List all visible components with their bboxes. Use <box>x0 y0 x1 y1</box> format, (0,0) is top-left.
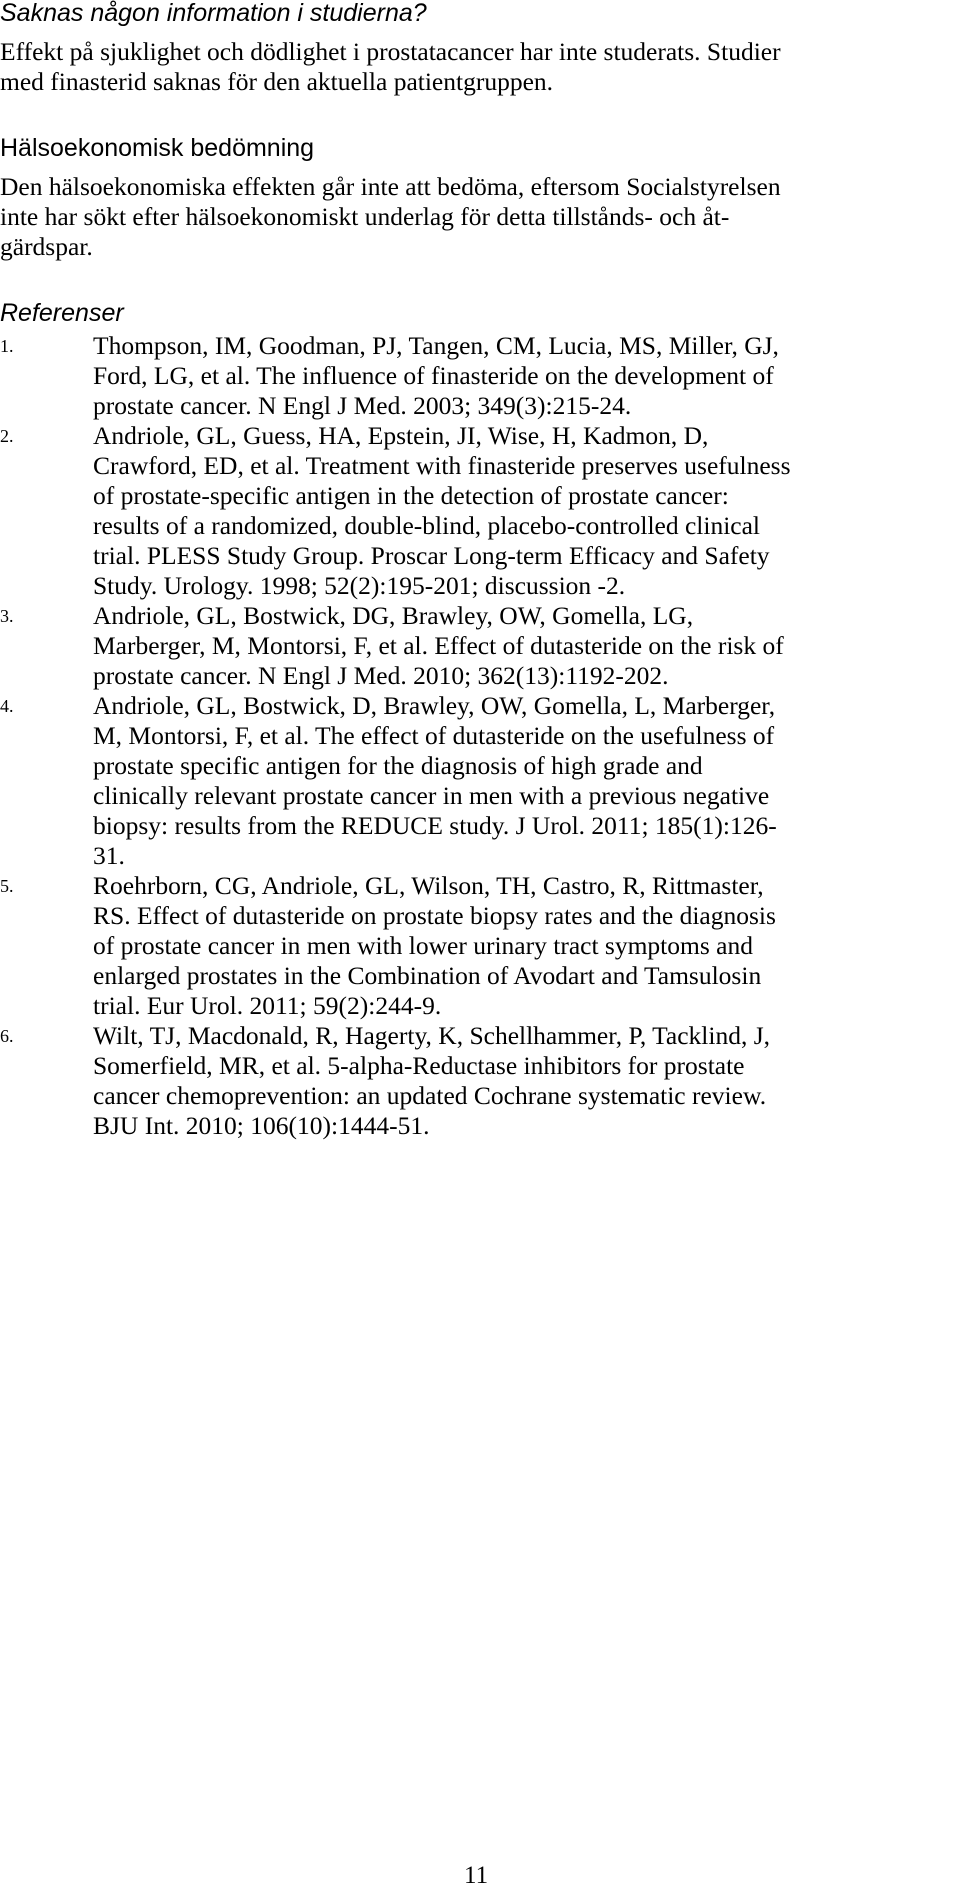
page-number: 11 <box>464 1862 489 1889</box>
reference-text-line: enlarged prostates in the Combination of Avodart and Tamsulosin <box>93 961 762 990</box>
reference-text-line: M, Montorsi, F, et al. The effect of dutasteride on the usefulness of <box>93 721 775 750</box>
section-heading-references: Referenser <box>0 299 124 327</box>
reference-text-line: prostate cancer. N Engl J Med. 2010; 362(13):1192-202. <box>93 661 669 690</box>
reference-text-line: results of a randomized, double-blind, placebo-controlled clinical <box>93 511 761 540</box>
reference-text-line: Somerfield, MR, et al. 5-alpha-Reductase inhibitors for prostate <box>93 1051 745 1080</box>
paragraph-line: med finasterid saknas för den aktuella patientgruppen. <box>0 67 554 96</box>
reference-text-line: 31. <box>93 841 125 870</box>
paragraph-line: gärdspar. <box>0 232 93 261</box>
reference-text-line: Andriole, GL, Bostwick, D, Brawley, OW, Gomella, L, Marberger, <box>93 691 776 720</box>
reference-text-line: Ford, LG, et al. The influence of finasteride on the development of <box>93 361 774 390</box>
reference-number: 3. <box>0 606 14 626</box>
reference-text-line: Roehrborn, CG, Andriole, GL, Wilson, TH, Castro, R, Rittmaster, <box>93 871 764 900</box>
paragraph-line: Den hälsoekonomiska effekten går inte att bedöma, eftersom Socialstyrelsen <box>0 172 781 201</box>
reference-text-line: Marberger, M, Montorsi, F, et al. Effect of dutasteride on the risk of <box>93 631 784 660</box>
reference-text-line: cancer chemoprevention: an updated Cochrane systematic review. <box>93 1081 767 1110</box>
reference-number: 6. <box>0 1026 14 1046</box>
reference-text-line: Andriole, GL, Guess, HA, Epstein, JI, Wise, H, Kadmon, D, <box>93 421 709 450</box>
reference-text-line: of prostate cancer in men with lower urinary tract symptoms and <box>93 931 753 960</box>
reference-text-line: BJU Int. 2010; 106(10):1444-51. <box>93 1111 430 1140</box>
paragraph-line: Effekt på sjuklighet och dödlighet i prostatacancer har inte studerats. Studier <box>0 37 781 66</box>
paragraph-line: inte har sökt efter hälsoekonomiskt underlag för detta tillstånds- och åt- <box>0 202 730 231</box>
reference-number: 4. <box>0 696 14 716</box>
reference-text-line: trial. Eur Urol. 2011; 59(2):244-9. <box>93 991 442 1020</box>
reference-text-line: Wilt, TJ, Macdonald, R, Hagerty, K, Schellhammer, P, Tacklind, J, <box>93 1021 771 1050</box>
reference-text-line: Andriole, GL, Bostwick, DG, Brawley, OW, Gomella, LG, <box>93 601 694 630</box>
reference-text-line: prostate cancer. N Engl J Med. 2003; 349(3):215-24. <box>93 391 632 420</box>
reference-text-line: Thompson, IM, Goodman, PJ, Tangen, CM, Lucia, MS, Miller, GJ, <box>93 331 779 360</box>
reference-number: 2. <box>0 426 14 446</box>
reference-text-line: prostate specific antigen for the diagnosis of high grade and <box>93 751 703 780</box>
section-heading-health-economics: Hälsoekonomisk bedömning <box>0 134 315 162</box>
reference-text-line: trial. PLESS Study Group. Proscar Long-term Efficacy and Safety <box>93 541 770 570</box>
reference-text-line: clinically relevant prostate cancer in men with a previous negative <box>93 781 770 810</box>
reference-number: 5. <box>0 876 14 896</box>
section-heading-missing-information: Saknas någon information i studierna? <box>0 0 427 27</box>
reference-text-line: RS. Effect of dutasteride on prostate biopsy rates and the diagnosis <box>93 901 776 930</box>
reference-text-line: of prostate-specific antigen in the detection of prostate cancer: <box>93 481 729 510</box>
reference-number: 1. <box>0 336 14 356</box>
reference-text-line: biopsy: results from the REDUCE study. J Urol. 2011; 185(1):126- <box>93 811 777 840</box>
reference-text-line: Crawford, ED, et al. Treatment with finasteride preserves usefulness <box>93 451 791 480</box>
reference-text-line: Study. Urology. 1998; 52(2):195-201; discussion -2. <box>93 571 626 600</box>
